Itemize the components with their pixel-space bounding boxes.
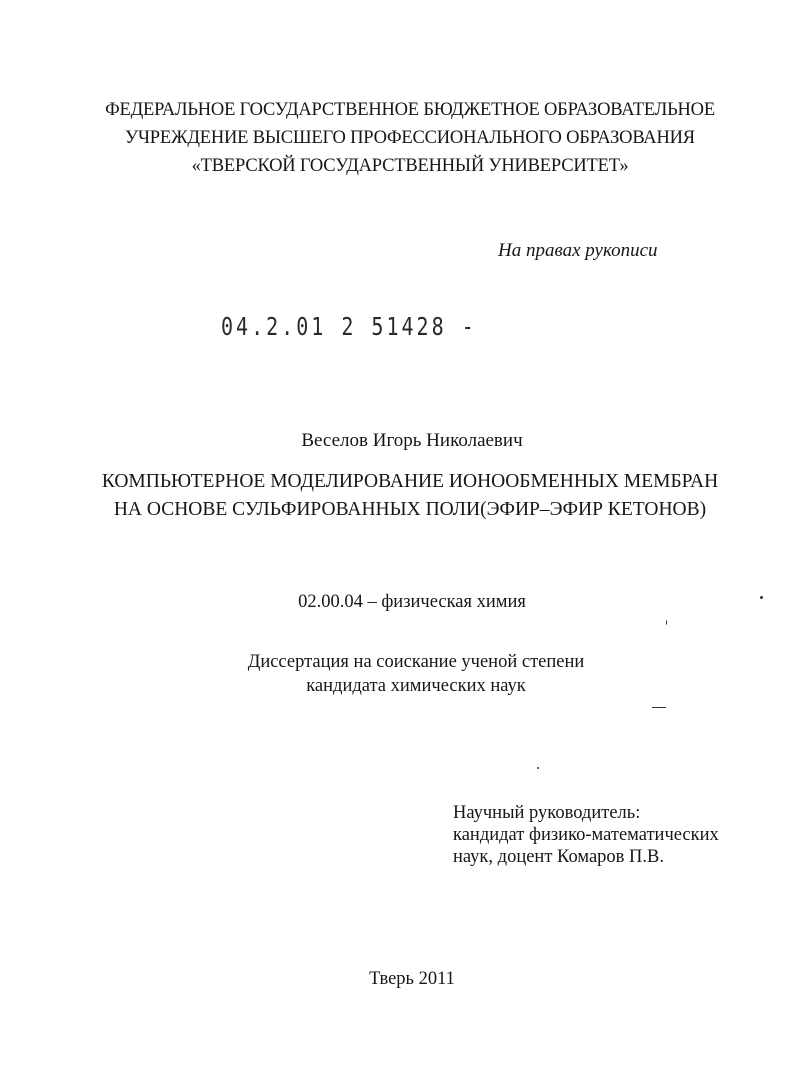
author-name: Веселов Игорь Николаевич: [301, 430, 523, 451]
organization-line-1: ФЕДЕРАЛЬНОЕ ГОСУДАРСТВЕННОЕ БЮДЖЕТНОЕ ОБРАЗОВАТЕЛЬНОЕ: [105, 100, 715, 120]
title-line-1: КОМПЬЮТЕРНОЕ МОДЕЛИРОВАНИЕ ИОНООБМЕННЫХ МЕМБРАН: [101, 471, 719, 492]
degree-statement: [0, 650, 798, 698]
rights-note: На правах рукописи: [498, 240, 658, 261]
scan-speck: [666, 620, 667, 625]
degree-line-1: Диссертация на соискание ученой степени: [247, 652, 585, 672]
scan-speck: [760, 596, 763, 599]
specialty-code: 02.00.04 – физическая химия: [298, 592, 526, 612]
supervisor-line-2: кандидат физико-математических: [453, 825, 719, 845]
organization-line-2: УЧРЕЖДЕНИЕ ВЫСШЕГО ПРОФЕССИОНАЛЬНОГО ОБРАЗОВАНИЯ: [125, 128, 695, 148]
supervisor-block: [453, 802, 719, 868]
scan-speck: [537, 767, 539, 769]
scan-speck: [652, 707, 666, 708]
title-line-2: НА ОСНОВЕ СУЛЬФИРОВАННЫХ ПОЛИ(ЭФИР–ЭФИР КЕТОНОВ): [113, 499, 707, 520]
dissertation-title: [0, 468, 798, 524]
organization-line-3: «ТВЕРСКОЙ ГОСУДАРСТВЕННЫЙ УНИВЕРСИТЕТ»: [191, 156, 629, 176]
supervisor-line-1: Научный руководитель:: [453, 803, 641, 823]
supervisor-line-3: наук, доцент Комаров П.В.: [453, 847, 664, 867]
registration-stamp-number: 04.2.01 2 51428 -: [221, 311, 477, 341]
organization-header: [0, 96, 798, 180]
city-year: Тверь 2011: [369, 969, 455, 989]
degree-line-2: кандидата химических наук: [306, 676, 526, 696]
